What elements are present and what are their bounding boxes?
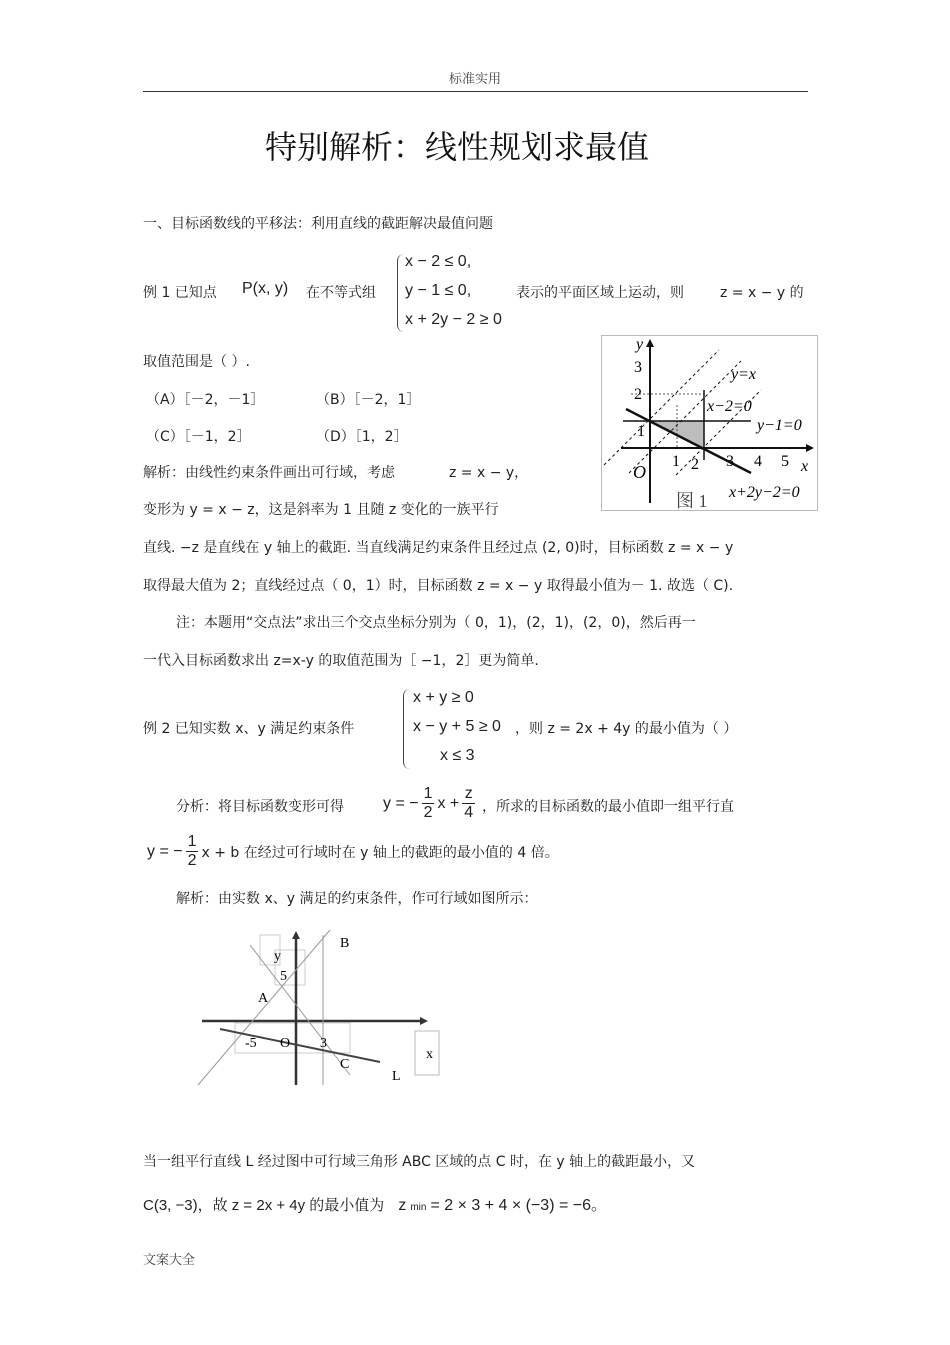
fig1-tick-y3: 3	[634, 359, 642, 376]
ex2-analysis-line2	[147, 833, 559, 870]
fig1-tick-x5: 5	[781, 453, 789, 470]
ex1-solution-4: 取得最大值为 2；直线经过点（ 0，1）时，目标函数 z = x − y 取得最小值为－ 1. 故选（ C).	[143, 578, 734, 594]
ex1-note-1: 注：本题用“交点法”求出三个交点坐标分别为（ 0，1)，(2，1)，(2，0)，然后再一	[176, 615, 696, 631]
x2-arrow	[420, 1017, 428, 1025]
fig1-label-y-1: y−1=0	[757, 417, 802, 434]
fig1-tick-x3: 3	[726, 453, 734, 470]
ex1-solution-2: 变形为 y = x − z，这是斜率为 1 且随 z 变化的一族平行	[143, 502, 499, 518]
ex2-analysis-equation	[383, 785, 475, 822]
frac2-num: z	[462, 785, 475, 804]
ex1-prefix: 例 1 已知点	[143, 285, 217, 301]
option-b: （B）［－2，1］	[316, 392, 421, 408]
fig1-label-o: O	[633, 462, 646, 482]
frac2-den: 4	[464, 804, 474, 821]
fig2-label-3: 3	[320, 1036, 327, 1051]
ex1-note-2: 一代入目标函数求出 z=x-y 的取值范围为［ −1，2］更为简单.	[143, 653, 539, 669]
line2-post: x + b 在经过可行域时在 y 轴上的截距的最小值的 4 倍。	[201, 844, 559, 861]
fig2-label-c: C	[340, 1057, 350, 1072]
fig1-tick-x1: 1	[672, 453, 680, 470]
ex1-solution-3: 直线. −z 是直线在 y 轴上的截距. 当直线满足约束条件且经过点 (2, 0)时，目标函数 z = x − y	[143, 540, 734, 556]
ex1-ineq-1: x − 2 ≤ 0,	[405, 253, 472, 270]
frac1-den: 2	[423, 804, 433, 821]
ex2-prefix: 例 2 已知实数 x、y 满足约束条件	[143, 721, 355, 737]
ex1-z: z = x − y 的	[720, 285, 804, 301]
concl3-text: = 2 × 3 + 4 × (−3) = −6。	[430, 1197, 608, 1214]
frac1-num: 1	[423, 785, 433, 802]
option-c: （C）［－1，2］	[146, 429, 251, 445]
ana-eq-lhs: y = −	[383, 794, 419, 812]
fig1-tick-x2: 2	[691, 456, 699, 473]
ex2-ineq-1: x + y ≥ 0	[413, 689, 474, 706]
page-title: 特别解析：线性规划求最值	[265, 128, 650, 166]
ana-eq-mid: x +	[437, 794, 460, 812]
ex1-solution-1b: z = x − y，	[449, 465, 529, 481]
ex1-suffix: 表示的平面区域上运动，则	[516, 285, 684, 301]
ex2-suffix: ，则 z = 2x + 4y 的最小值为（ ）	[515, 721, 738, 737]
fig1-label-x: x	[801, 458, 809, 475]
ex2-conclusion-2	[143, 1192, 607, 1215]
ex2-ineq-2: x − y + 5 ≥ 0	[413, 718, 501, 735]
ex2-analysis-pre: 分析：将目标函数变形可得	[176, 799, 344, 815]
fig1-tick-y2: 2	[634, 386, 642, 403]
section-heading: 一、目标函数线的平移法：利用直线的截距解决最值问题	[143, 216, 493, 232]
ana-frac-2	[462, 785, 475, 822]
line2-frac-num: 1	[187, 833, 197, 850]
ex1-solution-1a: 解析：由线性约束条件画出可行域，考虑	[143, 465, 395, 481]
ex2-analysis-post: ，所求的目标函数的最小值即一组平行直	[482, 799, 734, 815]
line-l	[220, 1029, 380, 1062]
fig1-label-x2y: x+2y−2=0	[729, 484, 800, 501]
fig2-label-l: L	[392, 1069, 401, 1084]
concl2-text: C(3, −3)，故 z = 2x + 4y 的最小值为	[143, 1197, 385, 1214]
ana-frac-1	[422, 785, 435, 822]
fig1-caption: 图 1	[676, 491, 708, 511]
ex2-ineq-3: x ≤ 3	[440, 747, 475, 764]
figure-1	[601, 335, 818, 511]
ex1-point: P(x, y)	[242, 280, 289, 297]
zmin-z: z	[398, 1197, 407, 1214]
fig1-tick-x4: 4	[754, 453, 762, 470]
fig1-label-x-2: x−2=0	[707, 398, 752, 415]
fig2-label-neg5: -5	[245, 1036, 257, 1051]
y2-arrow	[292, 931, 300, 939]
ex2-conclusion-1: 当一组平行直线 L 经过图中可行域三角形 ABC 区域的点 C 时，在 y 轴上的截距最小，又	[143, 1154, 696, 1170]
page-footer: 文案大全	[143, 1253, 196, 1268]
fig2-label-y: y	[274, 949, 281, 964]
fig2-label-o: O	[280, 1036, 291, 1051]
fig2-label-a: A	[258, 991, 269, 1006]
ex1-ineq-2: y − 1 ≤ 0,	[405, 282, 472, 299]
ex1-question-end: 取值范围是（ ）.	[143, 354, 250, 370]
fig2-label-b: B	[340, 936, 350, 951]
line2-lhs: y = −	[147, 842, 183, 860]
line2-frac-den: 2	[187, 852, 197, 869]
fig1-label-y: y	[636, 336, 644, 353]
line2-frac	[186, 833, 199, 870]
fig1-tick-y1: 1	[637, 423, 645, 440]
line-x-y-5	[198, 930, 330, 1085]
option-d: （D）［1，2］	[316, 429, 408, 445]
ex1-ineq-3: x + 2y − 2 ≥ 0	[405, 311, 502, 328]
ex1-brace	[397, 254, 404, 332]
ex2-brace	[403, 689, 410, 769]
header-rule	[143, 91, 808, 92]
page-header: 标准实用	[449, 72, 502, 87]
fig2-label-x: x	[426, 1047, 433, 1062]
figure-2	[190, 925, 450, 1090]
fig2-label-5: 5	[280, 969, 287, 984]
fig1-label-yx: y=x	[731, 366, 756, 383]
ex2-solution: 解析：由实数 x、y 满足的约束条件，作可行域如图所示：	[176, 891, 538, 907]
ex1-mid: 在不等式组	[306, 285, 376, 301]
option-a: （A）［－2，－1］	[146, 392, 265, 408]
zmin-sub: min	[410, 1202, 427, 1213]
